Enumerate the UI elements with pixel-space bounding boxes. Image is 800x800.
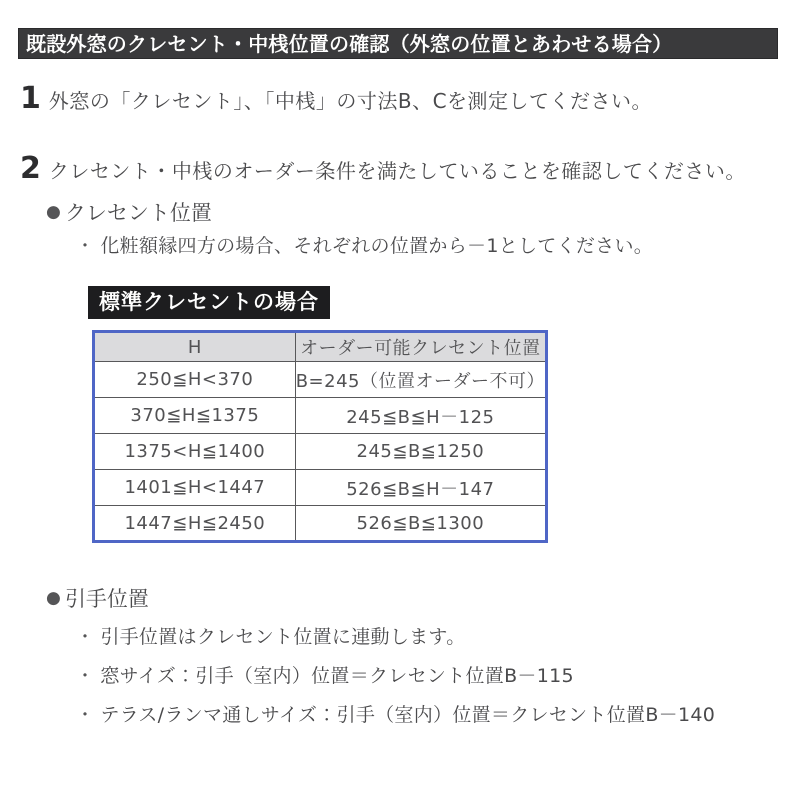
step-2 — [20, 151, 746, 186]
table-header-row — [94, 332, 547, 362]
dot-bullet-icon: ・ — [76, 704, 95, 726]
handle-note-window-size — [76, 661, 574, 688]
dot-bullet-icon: ・ — [76, 235, 95, 257]
crescent-note — [76, 231, 653, 258]
handle-note-window-size-text: 窓サイズ：引手（室内）位置＝クレセント位置B－115 — [100, 665, 574, 687]
bullet-icon: ● — [46, 588, 61, 608]
dot-bullet-icon: ・ — [76, 626, 95, 648]
table-cell-b-range: 526≦B≦1300 — [295, 506, 546, 542]
page-title — [18, 28, 778, 59]
table-cell-h-range: 250≦H<370 — [94, 362, 296, 398]
handle-note-terrace-size-text: テラス/ランマ通しサイズ：引手（室内）位置＝クレセント位置B－140 — [100, 704, 716, 726]
table-row — [94, 362, 547, 398]
step-2-text: クレセント・中桟のオーダー条件を満たしていることを確認してください。 — [48, 158, 746, 183]
table-row — [94, 434, 547, 470]
table-row — [94, 470, 547, 506]
table-cell-h-range: 1401≦H<1447 — [94, 470, 296, 506]
page-title-text: 既設外窓のクレセント・中桟位置の確認（外窓の位置とあわせる場合） — [26, 32, 673, 56]
table-header-h: H — [94, 332, 296, 362]
crescent-position-heading — [46, 197, 212, 227]
table-cell-b-range: 526≦B≦H－147 — [295, 470, 546, 506]
table-cell-b-range: 245≦B≦1250 — [295, 434, 546, 470]
step-1-text: 外窓の「クレセント」、「中桟」の寸法B、Cを測定してください。 — [48, 88, 653, 113]
table-cell-h-range: 1375<H≦1400 — [94, 434, 296, 470]
table-row — [94, 398, 547, 434]
handle-note-linked — [76, 622, 466, 649]
table-header-order-position: オーダー可能クレセント位置 — [295, 332, 546, 362]
step-2-number: 2 — [20, 151, 41, 186]
handle-position-heading-text: 引手位置 — [64, 587, 149, 611]
handle-note-terrace-size — [76, 700, 715, 727]
table-cell-h-range: 370≦H≦1375 — [94, 398, 296, 434]
handle-position-heading — [46, 583, 149, 613]
dot-bullet-icon: ・ — [76, 665, 95, 687]
handle-note-linked-text: 引手位置はクレセント位置に連動します。 — [100, 626, 466, 648]
step-1 — [20, 81, 653, 116]
table-cell-b-range: 245≦B≦H－125 — [295, 398, 546, 434]
standard-crescent-label: 標準クレセントの場合 — [88, 286, 330, 319]
table-cell-b-range: B=245（位置オーダー不可） — [295, 362, 546, 398]
bullet-icon: ● — [46, 202, 61, 222]
crescent-position-table — [92, 330, 548, 543]
table-row — [94, 506, 547, 542]
step-1-number: 1 — [20, 81, 41, 116]
crescent-position-heading-text: クレセント位置 — [64, 201, 212, 225]
crescent-note-text: 化粧額縁四方の場合、それぞれの位置から－1としてください。 — [100, 235, 654, 257]
table-cell-h-range: 1447≦H≦2450 — [94, 506, 296, 542]
